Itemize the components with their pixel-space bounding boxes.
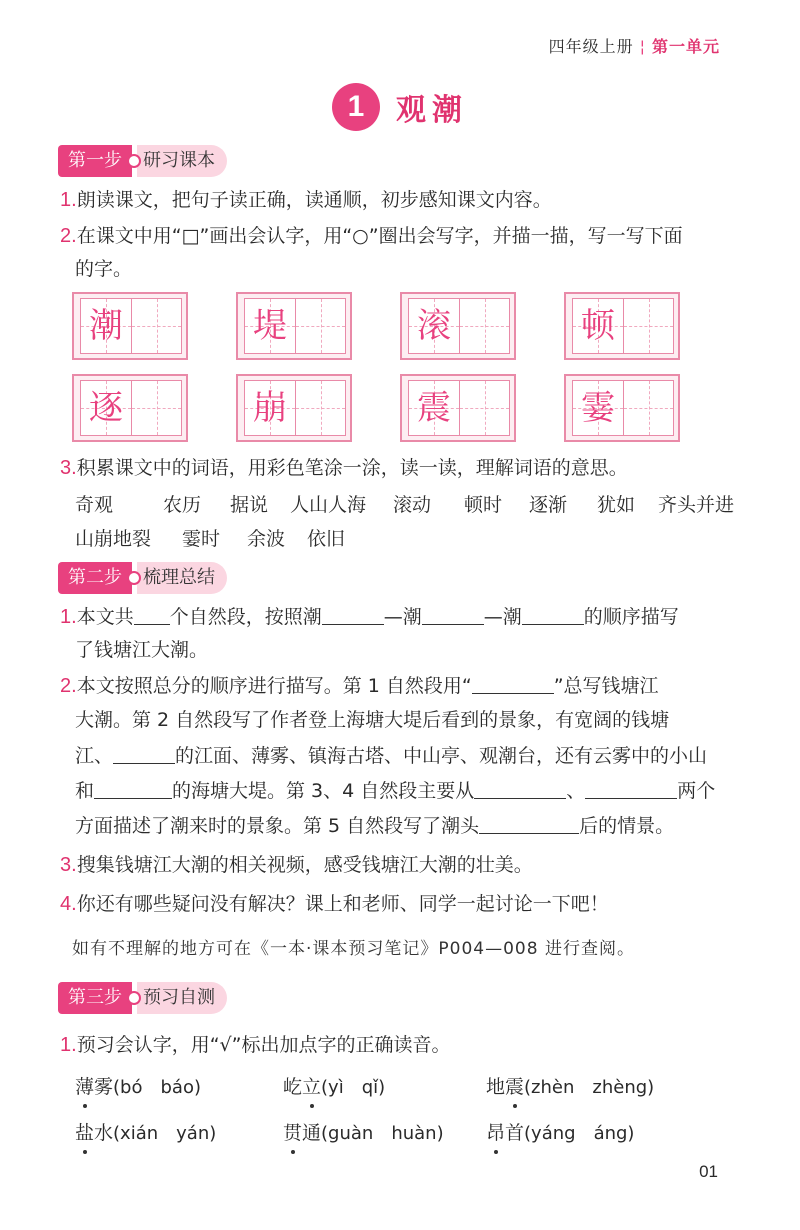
vocab-word[interactable]: 齐头并进 [658,494,735,516]
answer-blank[interactable] [474,778,566,799]
writing-box[interactable] [564,374,680,442]
trace-char: 崩 [253,388,287,428]
step2-tag-name: 梳理总结 [137,562,227,594]
step3-tag-name: 预习自测 [137,982,227,1014]
step1-item3: 3.积累课文中的词语，用彩色笔涂一涂，读一读，理解词语的意思。 [60,457,628,479]
writing-box[interactable] [72,292,188,360]
vocab-word[interactable]: 农历 [163,494,202,516]
vocab-word[interactable]: 奇观 [75,494,114,516]
step2-item2-line4: 和 的海塘大堤。第 3、4 自然段主要从 、 两个 [75,780,716,802]
writing-box[interactable] [400,374,516,442]
answer-blank[interactable] [472,673,554,694]
answer-blank[interactable] [322,604,384,625]
step3-tag [58,982,227,1014]
step2-tag [58,562,227,594]
answer-blank[interactable] [134,604,170,625]
step2-item2: 2.本文按照总分的顺序进行描写。第 1 自然段用“ ”总写钱塘江 [60,675,659,697]
unit-label: 第一单元 [651,37,720,56]
step2-item1-cont: 了钱塘江大潮。 [75,639,209,661]
step3-tag-label: 第三步 [58,982,132,1014]
step2-item4: 4.你还有哪些疑问没有解决？课上和老师、同学一起讨论一下吧！ [60,893,609,915]
pinyin-item[interactable]: 昂首(yáng áng) [486,1122,635,1144]
vocab-word[interactable]: 山崩地裂 [75,528,152,550]
vocab-word[interactable]: 据说 [230,494,269,516]
step1-tag-label: 第一步 [58,145,132,177]
pinyin-item[interactable]: 屹立(yì qǐ) [283,1076,386,1098]
trace-char: 堤 [253,306,287,346]
trace-char: 潮 [89,306,123,346]
tag-dot-icon [127,571,141,585]
step1-item2: 2.在课文中用“□”画出会认字，用“○”圈出会写字，并描一描，写一写下面 [60,225,683,247]
trace-char: 滚 [417,306,451,346]
pinyin-item[interactable]: 薄雾(bó báo) [75,1076,201,1098]
step1-tag [58,145,227,177]
answer-blank[interactable] [479,813,579,834]
step2-item2-line3: 江、 的江面、薄雾、镇海古塔、中山亭、观潮台，还有云雾中的小山 [75,745,708,767]
vocab-word[interactable]: 滚动 [393,494,432,516]
pinyin-item[interactable]: 贯通(guàn huàn) [283,1122,444,1144]
answer-blank[interactable] [585,778,677,799]
trace-char: 逐 [89,388,123,428]
page-header [549,34,720,57]
answer-blank[interactable] [94,778,172,799]
writing-box[interactable] [400,292,516,360]
lesson-title-text: 观潮 [396,93,468,128]
vocab-word[interactable]: 顿时 [464,494,503,516]
vocab-word[interactable]: 余波 [247,528,286,550]
trace-char: 霎 [581,388,615,428]
step1-tag-name: 研习课本 [137,145,227,177]
vocab-word[interactable]: 逐渐 [529,494,568,516]
writing-box[interactable] [236,292,352,360]
step3-item1: 1.预习会认字，用“√”标出加点字的正确读音。 [60,1034,451,1056]
pinyin-item[interactable]: 地震(zhèn zhèng) [486,1076,655,1098]
step1-item2-cont: 的字。 [75,258,133,280]
lesson-title [0,83,800,131]
writing-box[interactable] [564,292,680,360]
step2-item2-line5: 方面描述了潮来时的景象。第 5 自然段写了潮头 后的情景。 [75,815,675,837]
tag-dot-icon [127,154,141,168]
step2-tag-label: 第二步 [58,562,132,594]
reference-note: 如有不理解的地方可在《一本·课本预习笔记》P004—008 进行查阅。 [72,939,635,959]
answer-blank[interactable] [113,743,175,764]
grade-label: 四年级上册 [548,37,634,56]
vocab-word[interactable]: 犹如 [597,494,636,516]
page-number: 01 [699,1162,718,1181]
vocab-word[interactable]: 霎时 [182,528,221,550]
step1-item1: 1.朗读课文，把句子读正确，读通顺，初步感知课文内容。 [60,189,552,211]
writing-box[interactable] [236,374,352,442]
pinyin-item[interactable]: 盐水(xián yán) [75,1122,217,1144]
trace-char: 顿 [581,306,615,346]
answer-blank[interactable] [522,604,584,625]
tag-dot-icon [127,991,141,1005]
step2-item1: 1.本文共 个自然段，按照潮 —潮 —潮 的顺序描写 [60,606,679,628]
lesson-number-badge: 1 [332,83,380,131]
writing-box[interactable] [72,374,188,442]
vocab-word[interactable]: 人山人海 [290,494,367,516]
vocab-word[interactable]: 依旧 [307,528,346,550]
step2-item2-line2: 大潮。第 2 自然段写了作者登上海塘大堤后看到的景象，有宽阔的钱塘 [75,709,670,731]
trace-char: 震 [417,388,451,428]
answer-blank[interactable] [422,604,484,625]
header-separator: ¦ [639,37,646,56]
step2-item3: 3.搜集钱塘江大潮的相关视频，感受钱塘江大潮的壮美。 [60,854,533,876]
